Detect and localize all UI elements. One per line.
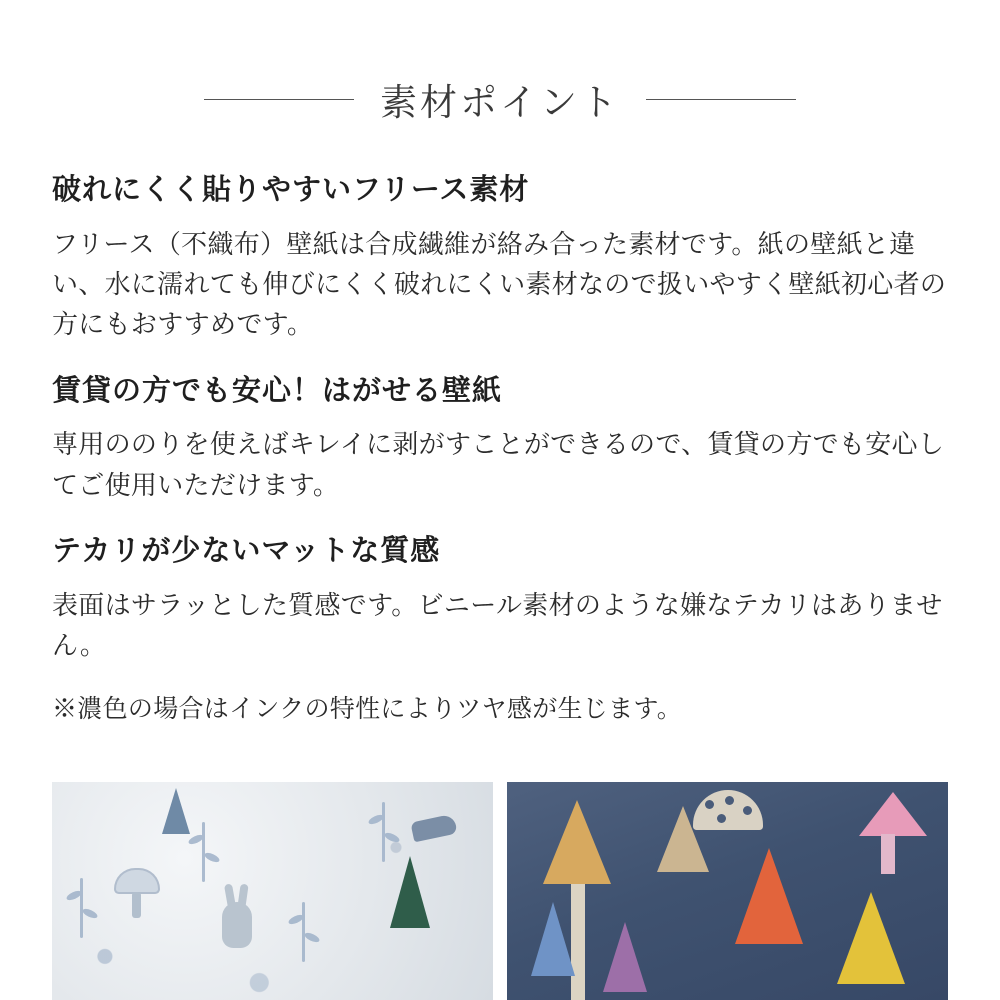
fir-tree-icon (390, 856, 430, 928)
header-rule-left (204, 99, 354, 100)
tree-shape-icon (837, 892, 905, 984)
vine-icon (80, 878, 83, 938)
wallpaper-sample-left (52, 782, 493, 1000)
disclaimer-note: ※濃色の場合はインクの特性によりツヤ感が生じます。 (52, 695, 683, 724)
section-removable-wallpaper (52, 373, 948, 505)
section-heading: 破れにくく貼りやすいフリース素材 (52, 174, 530, 206)
vine-icon (302, 902, 305, 962)
vine-icon (202, 822, 205, 882)
mushroom-stem-icon (881, 834, 895, 874)
page-title: 素材ポイント (380, 82, 620, 123)
section-text: フリース（不織布）壁紙は合成繊維が絡み合った素材です。紙の壁紙と違い、水に濡れても伸びにくく破れにくい素材なので扱いやすく壁紙初心者の方にもおすすめです。 (52, 228, 947, 340)
content-body (0, 172, 1000, 729)
section-matte-texture (52, 533, 948, 665)
tree-shape-icon (531, 902, 575, 976)
header-rule-right (646, 99, 796, 100)
tree-shape-icon (735, 848, 803, 944)
tree-shape-icon (543, 800, 611, 884)
section-text: 表面はサラッとした質感です。ビニール素材のような嫌なテカリはありません。 (52, 589, 943, 660)
fir-tree-icon (162, 788, 190, 834)
section-text: 専用ののりを使えばキレイに剥がすことができるので、賃貸の方でも安心してご使用いただけます。 (52, 429, 945, 500)
dotted-mushroom-icon (693, 790, 763, 830)
section-fleece-material (52, 172, 948, 345)
mushroom-cap-icon (859, 792, 927, 836)
sample-image-strip (52, 782, 948, 1000)
wallpaper-sample-right (507, 782, 948, 1000)
vine-icon (382, 802, 385, 862)
section-heading: 賃貸の方でも安心！はがせる壁紙 (52, 374, 503, 407)
section-heading: テカリが少ないマットな質感 (52, 534, 441, 567)
rabbit-icon (222, 902, 252, 948)
section-header (0, 0, 1000, 126)
tree-shape-icon (603, 922, 647, 992)
